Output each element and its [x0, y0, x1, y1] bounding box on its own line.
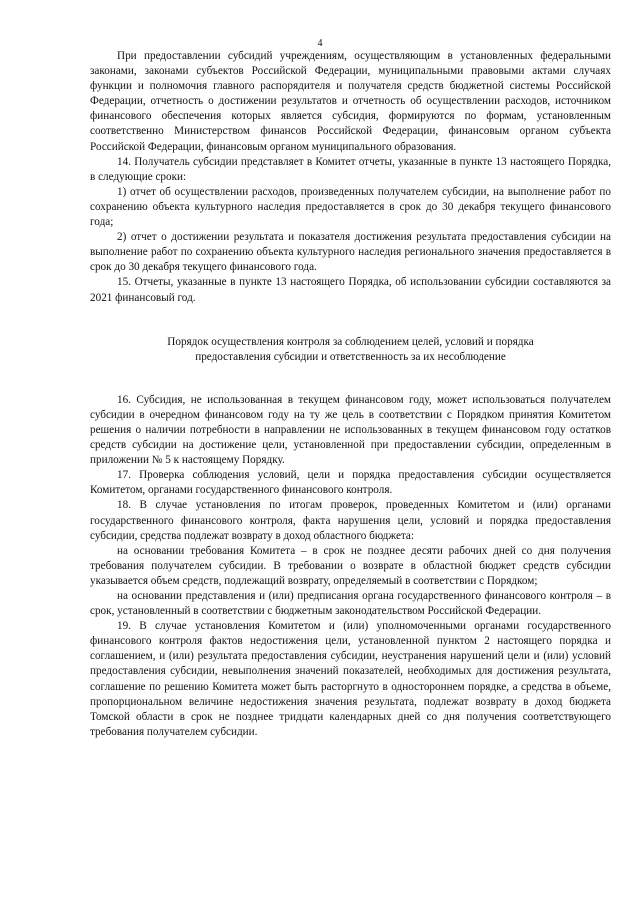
paragraph: 15. Отчеты, указанные в пункте 13 настоящего Порядка, об использовании субсидии составляются за 2021 финансовый год. — [90, 276, 611, 304]
paragraph: 2) отчет о достижении результата и показателя достижения результата предоставления субсидии на выполнение работ по сохранению объекта культурного наследия регионального значения предоставляется в срок до 30 декабря текущего финансового года. — [90, 231, 611, 274]
paragraph: При предоставлении субсидий учреждениям, осуществляющим в установленных федеральными законами, законами субъектов Российской Федерации, муниципальными правовыми актами случаях функции и полномочия главного распорядителя и получателя средств бюджетной системы Российской Федерации, отчетность о достижении результатов и отчетность об осуществлении расходов, источником финансового обеспечения которых является субсидия, формируются по формам, установленным соответственно Министерством финансов Российской Федерации, финансовым органом субъекта Российской Федерации, финансовым органом муниципального образования. — [90, 50, 611, 153]
paragraph: на основании требования Комитета – в срок не позднее десяти рабочих дней со дня получения требования получателем субсидии. В требовании о возврате в областной бюджет средств субсидии указывается объем средств, подлежащий возврату, определяемый в соответствии с Порядком; — [90, 544, 611, 587]
section-heading-line: Порядок осуществления контроля за соблюдением целей, условий и порядка — [167, 335, 534, 348]
paragraph: 1) отчет об осуществлении расходов, произведенных получателем субсидии, на выполнение работ по сохранению объекта культурного наследия предоставляется в срок до 30 декабря текущего финансового года; — [90, 185, 611, 229]
section-heading-line: предоставления субсидии и ответственность за их несоблюдение — [195, 350, 506, 363]
paragraph: 19. В случае установления Комитетом и (или) уполномоченными органами государственного финансового контроля фактов недостижения цели, установленной пунктом 2 настоящего порядка и соглашением, и (или) результата предоставления субсидии, неустранения нарушений цели и (или) условий предоставления субсидии, невыполнения значений показателей, необходимых для достижения результата, соглашение по решению Комитета может быть расторгнуто в одностороннем порядке, а средства в объеме, пропорциональном величине недостижения значения результата, подлежат возврату в доход бюджета Томской области в срок не позднее тридцати календарных дней со дня получения соответствующего требования получателем субсидии. — [90, 620, 611, 738]
section-heading — [90, 335, 611, 365]
paragraph: 17. Проверка соблюдения условий, цели и порядка предоставления субсидии осуществляется Комитетом, органами государственного финансового контроля. — [90, 469, 611, 497]
paragraph: 18. В случае установления по итогам проверок, проведенных Комитетом и (или) органами государственного финансового контроля, факта нарушения цели, условий и порядка предоставления субсидии, средства подлежат возврату в доход областного бюджета: — [90, 499, 611, 542]
paragraph: на основании представления и (или) предписания органа государственного финансового контроля – в срок, установленный в соответствии с бюджетным законодательством Российской Федерации. — [90, 590, 611, 618]
paragraph: 14. Получатель субсидии представляет в Комитет отчеты, указанные в пункте 13 настоящего Порядка, в следующие сроки: — [90, 155, 611, 183]
page-number: 4 — [317, 38, 323, 49]
document-body — [90, 49, 611, 740]
paragraph: 16. Субсидия, не использованная в текущем финансовом году, может использоваться получателем субсидии в очередном финансовом году на ту же цель в соответствии с Порядком принятия Комитетом решения о наличии потребности в направлении не использованных в текущем финансовом году остатков средств субсидии на достижение цели, установленной при предоставлении субсидии, определенным в приложении № 5 к настоящему Порядку. — [90, 393, 611, 467]
